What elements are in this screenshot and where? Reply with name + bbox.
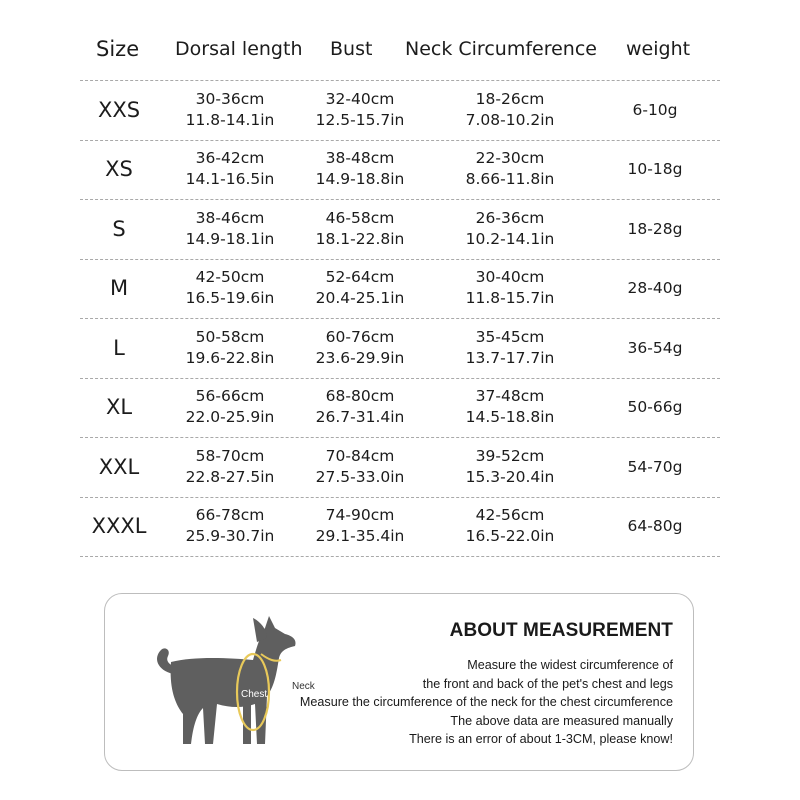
table-row <box>80 80 720 139</box>
header-dorsal-length: Dorsal length <box>175 38 303 60</box>
bust-cell <box>280 497 440 556</box>
weight-cell: 6-10g <box>632 100 678 119</box>
bust-in: 29.1-35.4in <box>315 527 405 545</box>
table-row <box>80 378 720 437</box>
bust-cm: 68-80cm <box>325 387 395 405</box>
dorsal-in: 14.1-16.5in <box>185 170 275 188</box>
neck-cell <box>430 140 590 199</box>
neck-in: 7.08-10.2in <box>465 110 555 129</box>
bust-cell <box>280 140 440 199</box>
size-cell: XS <box>105 157 133 181</box>
neck-in: 16.5-22.0in <box>465 527 555 545</box>
size-cell: L <box>113 335 125 360</box>
size-cell: XXS <box>97 97 141 122</box>
dorsal-cm: 56-66cm <box>195 387 265 405</box>
bust-cell <box>280 259 440 318</box>
neck-cm: 39-52cm <box>475 446 545 465</box>
neck-cm: 30-40cm <box>475 268 545 286</box>
weight-cell: 54-70g <box>627 457 683 476</box>
bust-in: 27.5-33.0in <box>315 467 405 486</box>
measurement-title: ABOUT MEASUREMENT <box>449 620 673 641</box>
size-cell: M <box>109 276 129 300</box>
dorsal-in: 16.5-19.6in <box>185 289 275 307</box>
neck-cm: 18-26cm <box>475 89 545 108</box>
bust-cell <box>280 318 440 377</box>
neck-cm: 26-36cm <box>475 208 545 227</box>
dog-neck-label: Neck <box>292 681 315 692</box>
neck-cm: 35-45cm <box>475 327 545 346</box>
dorsal-in: 19.6-22.8in <box>185 348 275 367</box>
bust-cm: 46-58cm <box>325 208 395 227</box>
bust-cell <box>280 199 440 258</box>
measurement-line: There is an error of about 1-3CM, please know! <box>409 732 673 747</box>
bust-cm: 74-90cm <box>325 506 395 524</box>
table-row <box>80 318 720 377</box>
bust-in: 14.9-18.8in <box>315 170 405 188</box>
bust-in: 23.6-29.9in <box>315 348 405 367</box>
bust-cell <box>280 437 440 496</box>
header-bust: Bust <box>330 38 373 60</box>
size-cell: XXL <box>98 454 140 479</box>
bust-in: 18.1-22.8in <box>315 229 405 248</box>
weight-cell: 64-80g <box>627 517 683 535</box>
measurement-line: Measure the widest circumference of <box>467 658 673 672</box>
neck-cell <box>430 259 590 318</box>
dorsal-cm: 58-70cm <box>195 446 265 465</box>
neck-cell <box>430 199 590 258</box>
dorsal-in: 22.8-27.5in <box>185 467 275 486</box>
neck-cm: 42-56cm <box>475 506 545 524</box>
dorsal-in: 25.9-30.7in <box>185 527 275 545</box>
neck-in: 15.3-20.4in <box>465 467 555 486</box>
measurement-panel <box>104 593 694 771</box>
header-weight: weight <box>626 38 691 60</box>
bust-cm: 70-84cm <box>325 446 395 465</box>
weight-cell: 50-66g <box>627 398 683 416</box>
measurement-line: The above data are measured manually <box>450 713 673 728</box>
neck-in: 8.66-11.8in <box>465 170 555 188</box>
weight-cell: 18-28g <box>627 219 683 238</box>
measurement-line: Measure the circumference of the neck for the chest circumference <box>299 695 673 710</box>
dorsal-cm: 66-78cm <box>195 506 265 524</box>
bust-cm: 32-40cm <box>325 89 395 108</box>
neck-in: 13.7-17.7in <box>465 348 555 367</box>
neck-in: 10.2-14.1in <box>465 229 555 248</box>
bust-cm: 38-48cm <box>325 149 395 167</box>
table-row <box>80 437 720 496</box>
bust-cell <box>280 80 440 139</box>
neck-cell <box>430 497 590 556</box>
table-row <box>80 497 720 556</box>
bust-in: 12.5-15.7in <box>315 110 405 129</box>
dorsal-in: 22.0-25.9in <box>185 408 275 426</box>
weight-cell: 10-18g <box>627 160 683 178</box>
table-row <box>80 199 720 258</box>
dorsal-cm: 42-50cm <box>195 268 265 286</box>
neck-cell <box>430 378 590 437</box>
neck-in: 14.5-18.8in <box>465 408 555 426</box>
bust-cm: 60-76cm <box>325 327 395 346</box>
neck-cell <box>430 318 590 377</box>
weight-cell: 28-40g <box>627 279 683 297</box>
header-neck-circumference: Neck Circumference <box>405 38 597 60</box>
table-row <box>80 259 720 318</box>
bust-cm: 52-64cm <box>325 268 395 286</box>
neck-cm: 37-48cm <box>475 387 545 405</box>
size-cell: XXXL <box>91 514 147 538</box>
row-divider <box>80 556 720 557</box>
bust-in: 20.4-25.1in <box>315 289 405 307</box>
dorsal-cm: 36-42cm <box>195 149 265 167</box>
dorsal-cm: 30-36cm <box>195 89 265 108</box>
bust-cell <box>280 378 440 437</box>
dog-chest-label: Chest <box>241 689 268 700</box>
measurement-notes <box>300 656 673 749</box>
measurement-line: the front and back of the pet's chest and legs <box>422 676 673 691</box>
bust-in: 26.7-31.4in <box>315 408 405 426</box>
header-size: Size <box>96 37 140 61</box>
dorsal-in: 14.9-18.1in <box>185 229 275 248</box>
dorsal-cm: 50-58cm <box>195 327 265 346</box>
neck-cell <box>430 437 590 496</box>
dorsal-in: 11.8-14.1in <box>185 110 275 129</box>
table-row <box>80 140 720 199</box>
neck-in: 11.8-15.7in <box>465 289 555 307</box>
weight-cell: 36-54g <box>627 338 683 357</box>
size-cell: S <box>112 216 126 241</box>
neck-cell <box>430 80 590 139</box>
neck-cm: 22-30cm <box>475 149 545 167</box>
dorsal-cm: 38-46cm <box>195 208 265 227</box>
size-cell: XL <box>105 395 133 419</box>
